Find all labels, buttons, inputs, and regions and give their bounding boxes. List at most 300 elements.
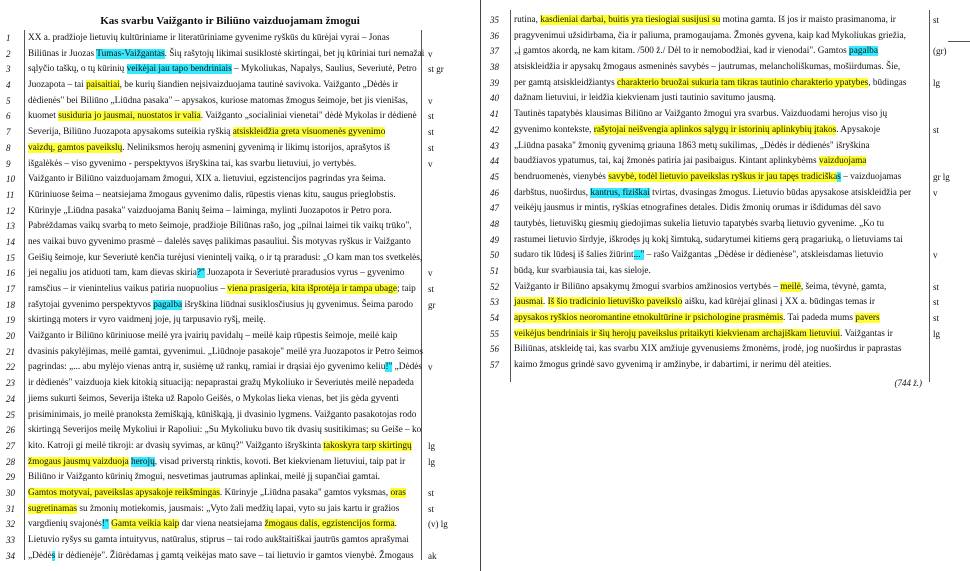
line-number: 37: [490, 46, 499, 57]
margin-mark: v: [428, 95, 433, 106]
margin-mark: lg: [428, 440, 436, 451]
text-run: Biliūno ir Vaižganto kūrinių žmogui, nesvetimas jautrumas aplinkai, meilė jį supančiai gamtai.: [28, 472, 381, 483]
line-text: [514, 311, 909, 327]
margin-mark: st: [428, 127, 435, 138]
text-run: vargdienių svajonės: [28, 519, 102, 530]
line-text: [514, 186, 912, 202]
text-line: [0, 345, 474, 361]
margin-mark: v: [933, 187, 938, 198]
right-lines: [488, 13, 970, 374]
margin-mark: v: [428, 48, 433, 59]
highlighted-text: meilė: [780, 281, 801, 292]
highlighted-text: kantrus, fiziškai: [590, 187, 650, 198]
line-text: [28, 219, 417, 235]
margin-mark: st: [933, 124, 940, 135]
text-line: [488, 248, 970, 264]
highlighted-text: rašytojai neišvengia aplinkos sąlygų ir istorinių aplinkybių įtakos: [593, 124, 837, 135]
text-run: Vaižganto ir Biliūno apsakymų žmogui svarbios amžinosios vertybės –: [514, 281, 781, 292]
text-run: tautybės, lietuviškų giesmių giedojimas sukelia lietuvio tapatybės svarbą lietuvio gyvenime. „Ko tu: [514, 218, 884, 229]
line-number: 30: [6, 487, 15, 498]
text-line: [488, 295, 970, 311]
margin-mark: gr: [428, 299, 436, 310]
margin-mark: ak: [428, 550, 437, 561]
text-line: [488, 13, 970, 29]
line-text: [28, 125, 417, 141]
line-number: 17: [6, 284, 15, 294]
text-run: motina gamta. Iš jos ir maisto prasimanoma, ir: [720, 15, 896, 25]
line-number: 38: [490, 62, 499, 73]
text-run: bendruomenės, vienybės: [514, 171, 609, 182]
text-run: darbštus, nuoširdus,: [514, 187, 591, 198]
line-number: 57: [490, 360, 499, 371]
text-run: Tautinės tapatybės klausimas Biliūno ar Vaižganto žmogui yra svarbus. Vaizduodami herojus viso jų: [514, 109, 888, 120]
text-run: Biliūnas ir Juozas: [28, 48, 97, 59]
line-text: [28, 94, 417, 110]
line-number: 27: [6, 440, 15, 451]
line-text: [28, 470, 417, 486]
highlighted-text: ?": [196, 268, 205, 279]
highlighted-text: paisaitiai: [86, 80, 120, 91]
line-number: 46: [490, 187, 499, 198]
highlighted-text: vaizduojama: [818, 156, 867, 167]
text-line: [0, 188, 474, 204]
text-run: Kūriniuose šeima – neatsiejama žmogaus gyvenimo dalis, rūpestis vienas kitu, saugus prieglobstis.: [28, 189, 396, 200]
line-text: [514, 139, 909, 155]
text-line: [0, 157, 474, 173]
line-number: 28: [6, 456, 15, 467]
text-line: [488, 342, 970, 358]
line-text: [514, 76, 909, 92]
line-number: 26: [6, 425, 15, 436]
line-number: 13: [6, 221, 15, 232]
essay-title: Kas svarbu Vaižganto ir Biliūno vaizduojamam žmogui: [100, 15, 360, 27]
text-line: [0, 125, 474, 141]
highlighted-text: žmogaus dalis, egzistencijos forma: [264, 519, 395, 530]
line-text: [514, 123, 909, 139]
text-run: su žmonių motiekomis, jausmais: „Vyto žali medžių lapai, vyto su jais kartu ir gražios: [77, 503, 400, 514]
highlighted-text: pavers: [855, 313, 880, 324]
line-number: 52: [490, 281, 499, 292]
text-run: atsiskleidžia ir apysakų žmogaus asmeninės savybės – jautrumas, melancholiškumas, mošiirdumas. Šie,: [514, 62, 901, 73]
line-text: [28, 62, 417, 78]
text-line: [0, 408, 474, 424]
text-run: tvirtas, dvasingas žmogus. Lietuvio būdas apysakose atsiskleidžia per: [649, 187, 912, 198]
text-line: [0, 172, 474, 188]
text-line: [488, 107, 970, 123]
margin-mark: gr lg: [933, 171, 950, 182]
text-run: Juozapota ir Severiutė praradusios vyrus – gyvenimo: [204, 268, 405, 279]
text-line: [0, 47, 474, 63]
margin-mark: v: [428, 362, 433, 373]
line-text: [514, 264, 909, 280]
line-number: 6: [6, 111, 11, 122]
text-run: pragyvenimui užsidirbama, čia ir paliuma, pramogaujama. Žmonės gyvena, kaip kad Mykoliukas griežia,: [514, 30, 906, 41]
text-run: sąlyčio taškų, o tų kūrinių: [28, 64, 127, 75]
line-text: [28, 282, 417, 298]
line-text: [514, 13, 909, 29]
line-text: [28, 109, 417, 125]
text-run: rutina,: [514, 15, 541, 25]
line-number: 50: [490, 250, 499, 261]
text-line: [488, 91, 970, 107]
text-run: skirtingą moters ir vyro vaidmenį joje, jų tarpusavio ryšį, meilę.: [28, 315, 266, 326]
line-text: [514, 280, 909, 296]
text-run: .: [394, 519, 397, 530]
text-run: sudaro tik lūdesį iš šalies žiūrint: [514, 250, 634, 261]
text-line: [0, 298, 474, 314]
line-text: [514, 327, 909, 343]
text-line: [0, 360, 474, 376]
text-run: kuomet: [28, 111, 59, 122]
line-text: [514, 29, 909, 45]
text-line: [488, 123, 970, 139]
text-run: . Tai padeda mums: [783, 313, 856, 324]
highlighted-text: Iš šio tradicinio lietuviško paveikslo: [547, 297, 683, 308]
text-line: [488, 264, 970, 280]
text-line: [0, 392, 474, 408]
text-run: dažnam lietuviui, ir leidžia kiekvienam justi tautinio savitumo jausmą.: [514, 93, 776, 104]
line-text: [514, 233, 909, 249]
margin-mark: (gr): [933, 46, 947, 57]
line-text: [514, 248, 909, 264]
line-number: 23: [6, 378, 15, 389]
line-text: [28, 517, 417, 533]
text-line: [488, 29, 970, 45]
text-line: [0, 204, 474, 220]
text-line: [0, 141, 474, 157]
margin-mark: lg: [933, 328, 941, 339]
line-text: [514, 60, 909, 76]
margin-mark: lg: [933, 77, 941, 88]
line-number: 18: [6, 299, 15, 310]
text-line: [488, 280, 970, 296]
line-number: 45: [490, 171, 499, 182]
line-number: 21: [6, 346, 15, 357]
text-run: . Vaižgantas ir: [840, 328, 893, 339]
line-number: 10: [6, 174, 15, 185]
text-run: . Vaižganto „socialiniai vienetai" dėdė Mykolas ir dėdienė: [200, 111, 417, 122]
text-line: [488, 76, 970, 92]
left-lines: [0, 31, 474, 564]
margin-mark: v: [428, 158, 433, 169]
line-number: 40: [490, 93, 499, 104]
line-text: [28, 266, 417, 282]
text-run: XX a. pradžioje lietuvių kultūriniame ir literatūriniame gyvenime ryškūs du kūrėjai vyrai – Jonas: [28, 33, 390, 43]
line-text: [28, 204, 417, 220]
highlighted-text: oras: [390, 487, 406, 498]
margin-mark: st: [933, 281, 940, 292]
text-run: „Dėdė: [28, 550, 52, 561]
text-run: ramsčius – ir vienintelius vaikus patiria nuopuolius –: [28, 284, 228, 294]
text-run: prisiminimais, jo meilė pranoksta žemiškąją, kūniškąją, ji dvasinio lygmens. Vaižganto pasakotojas rodo: [28, 409, 417, 420]
line-number: 43: [490, 140, 499, 151]
text-line: [0, 235, 474, 251]
text-line: [488, 60, 970, 76]
line-text: [28, 455, 417, 471]
highlighted-text: vaizdų, gamtos paveikslų: [28, 142, 123, 153]
text-line: [488, 44, 970, 60]
text-run: jei negaliu jos atiduoti tam, kam dievas skiria: [28, 268, 197, 279]
text-line: [0, 423, 474, 439]
margin-mark: st: [428, 111, 435, 122]
text-run: , šeima, tėvynė, gamta,: [800, 281, 887, 292]
text-line: [488, 233, 970, 249]
text-line: [488, 139, 970, 155]
line-number: 22: [6, 362, 15, 373]
line-number: 16: [6, 268, 15, 279]
line-text: [28, 392, 417, 408]
text-line: [0, 109, 474, 125]
line-text: [28, 47, 425, 63]
text-run: išgalėkės – viso gyvenimo - perspektyvos išryškina tai, kas svarbu lietuviui, jo vertybės.: [28, 158, 357, 169]
text-run: Kūrinyje „Liūdna pasaka" vaizduojama Banių šeima – laiminga, mylinti Juozapotos ir Petro pora.: [28, 205, 392, 216]
margin-mark: st: [933, 15, 940, 25]
line-text: [514, 170, 909, 186]
highlighted-text: Gamtos motyvai, paveikslas apysakoje reikšmingas: [28, 487, 220, 498]
line-text: [28, 78, 417, 94]
line-number: 15: [6, 252, 15, 263]
line-number: 29: [6, 472, 15, 483]
line-text: [514, 44, 909, 60]
margin-mark: v: [933, 250, 938, 261]
line-number: 55: [490, 328, 499, 339]
line-text: [28, 345, 423, 361]
text-run: pagrindas: „... abu mylėjo vienas antrą ir, susiėmę už rankų, ramiai ir drąsiai ėjo gyvenimo keliu: [28, 362, 386, 373]
highlighted-text: s: [51, 550, 56, 561]
text-line: [488, 170, 970, 186]
line-number: 12: [6, 205, 15, 216]
text-run: Lietuvio ryšys su gamta intuityvus, natūralus, stiprus – tai rodo aukštaitiškai jautrūs gamtos aprašymai: [28, 535, 409, 545]
highlighted-text: jausmai: [514, 297, 543, 308]
line-text: [514, 295, 909, 311]
highlighted-text: !": [101, 519, 109, 530]
line-text: [28, 313, 417, 329]
line-text: [514, 358, 909, 374]
margin-mark: st: [428, 487, 435, 498]
line-text: [514, 342, 909, 358]
highlighted-text: kasdieniai darbai, buitis yra tiesiogiai susijusi su: [540, 15, 721, 25]
line-number: 44: [490, 156, 499, 167]
line-text: [28, 408, 417, 424]
highlighted-text: žmogaus jausmų vaizduoja: [28, 456, 129, 467]
text-run: .: [542, 297, 548, 308]
text-line: [0, 502, 474, 518]
line-number: 34: [6, 550, 15, 561]
text-run: „Dėdės: [392, 362, 423, 373]
text-line: [0, 78, 474, 94]
line-text: [28, 235, 417, 251]
text-run: , be kurių šiandien neįsivaizduojama tautinė savivoka. Vaižganto „Dėdės ir: [119, 80, 399, 91]
line-text: [28, 360, 423, 376]
line-number: 14: [6, 236, 15, 247]
text-line: [488, 358, 970, 374]
line-text: [28, 31, 417, 47]
text-run: Vaižganto ir Biliūno vaizduojamam žmogui, XIX a. lietuviui, egzistencijos pagrindas yra šeima.: [28, 174, 386, 185]
text-run: – vaizduojamas: [840, 171, 902, 182]
text-run: rastumei lietuvio širdyje, iškrodęs jų kokį šimtuką, sudarytumei kitiems gerą pragariuką, o lietuviams tai: [514, 234, 903, 245]
text-line: [488, 217, 970, 233]
margin-mark: lg: [428, 456, 436, 467]
text-line: [0, 266, 474, 282]
highlighted-text: susiduria jo jausmai, nuostatos ir valia: [58, 111, 201, 122]
line-number: 48: [490, 218, 499, 229]
text-line: [0, 517, 474, 533]
text-run: , būdingas: [868, 77, 907, 88]
highlighted-text: pagalba: [849, 46, 878, 57]
text-run: dar viena neatsiejama: [179, 519, 265, 530]
text-run: išryškina liūdnai susiklosčiusius jų gyvenimus. Šeima parodo: [182, 299, 414, 310]
highlighted-text: savybė, todėl lietuvio paveikslas ryškus ir jau tapęs tradiciška: [608, 171, 838, 182]
text-line: [0, 94, 474, 110]
text-run: „Liūdna pasaka" žmonių gyvenimą griauna 1863 metų sukilimas, „Dėdės ir dėdienės" išryškina: [514, 140, 870, 151]
line-text: [28, 298, 417, 314]
line-number: 39: [490, 77, 499, 88]
text-line: [0, 486, 474, 502]
text-line: [488, 311, 970, 327]
text-line: [0, 251, 474, 267]
margin-mark: st: [933, 297, 940, 308]
text-run: Geišių šeimoje, kur Severiutė kenčia turėjusi vienintelį vaiką, o ir tą praradusi: „O kam man tos svetkelės,: [28, 252, 423, 263]
text-run: . Apysakoje: [836, 124, 881, 135]
line-text: [514, 201, 909, 217]
text-run: skirtingą Severijos meilę Mykoliui ir Rapoliui: „Su Mykoliuku buvo tik dvasių susitikimas; su Geiše – ko: [28, 425, 422, 436]
highlighted-text: veikėjai jau tapo bendriniais: [126, 64, 232, 75]
left-page: [0, 0, 474, 571]
line-number: 41: [490, 109, 499, 120]
text-run: Severija, Biliūno Juozapota apysakoms suteikia ryškią: [28, 127, 233, 138]
line-text: [28, 486, 417, 502]
text-run: rašytojai gyvenimo perspektyvos: [28, 299, 154, 310]
text-line: [488, 154, 970, 170]
line-number: 51: [490, 266, 499, 276]
margin-mark: st gr: [428, 64, 444, 75]
text-line: [488, 186, 970, 202]
text-line: [0, 376, 474, 392]
line-text: [28, 329, 417, 345]
text-run: dėdienės" bei Biliūno „Liūdna pasaka" – apysakos, kuriose matomas žmogus šeimoje, bet jis vienišas,: [28, 95, 408, 106]
line-number: 4: [6, 80, 11, 91]
text-line: [0, 549, 474, 565]
highlighted-text: atsiskleidžia greta visuomenės gyvenimo: [232, 127, 386, 138]
text-run: aišku, kad kūrėjai glinasi į XX a. būdingas temas ir: [682, 297, 875, 308]
line-number: 7: [6, 127, 11, 138]
text-line: [0, 31, 474, 47]
line-number: 53: [490, 297, 499, 308]
line-text: [28, 549, 417, 565]
line-number: 5: [6, 95, 11, 106]
line-number: 42: [490, 124, 499, 135]
text-run: Biliūnas, atskleidę tai, kas svarbu XIX amžiuje gyvenusiems žmonėms, įrodė, jog nuoširdus ir paprastas: [514, 344, 902, 355]
line-text: [514, 154, 909, 170]
highlighted-text: s: [837, 171, 841, 182]
line-text: [28, 157, 417, 173]
text-run: gyvenimo kontekste,: [514, 124, 594, 135]
text-run: Juozapota – tai: [28, 80, 87, 91]
text-run: baudžiavos ypatumus, tai, kaį žmonės patiria jai pasibaigus. Kintant aplinkybėms: [514, 156, 819, 167]
text-run: – Mykoliukas, Napalys, Saulius, Severiutė, Petro: [231, 64, 417, 75]
line-number: 25: [6, 409, 15, 420]
highlighted-text: Gamta veikia kaip: [111, 519, 180, 530]
line-number: 35: [490, 15, 499, 25]
margin-mark: (v) lg: [428, 519, 448, 530]
text-run: nes vaikai buvo gyvenimo prasmė – dalelės savęs palikimas pasauliui. Šis motyvas ryškus ir Vaižganto: [28, 236, 411, 247]
line-text: [28, 533, 417, 549]
line-text: [28, 188, 417, 204]
text-line: [0, 329, 474, 345]
highlighted-text: charakterio bruožai sukuria tam tikras tautinio charakterio ypatybes: [617, 77, 869, 88]
text-run: ; taip: [396, 284, 416, 294]
text-run: . Kūrinyje „Liūdna pasaka" gamtos vyksmas,: [219, 487, 391, 498]
text-run: per gamtą atsiskleidžiantys: [514, 77, 618, 88]
line-number: 11: [6, 189, 15, 200]
text-line: [0, 455, 474, 471]
text-line: [0, 470, 474, 486]
line-number: 49: [490, 234, 499, 245]
line-text: [514, 91, 909, 107]
text-run: . Šių rašytojų likimai susiklostė skirtingai, bet jų kūriniai turi nemažai: [164, 48, 425, 59]
text-run: būdą, kur svarbiausia tai, kas sieloje.: [514, 266, 651, 276]
line-number: 33: [6, 535, 15, 545]
text-run: ir dėdienėje". Žiūrėdamas į gamtą veikėjas mato save – tai lietuvio ir gamtos vienybė. Žmogaus: [55, 550, 414, 561]
line-number: 47: [490, 203, 499, 214]
text-run: Vaižganto ir Biliūno kūriniuose meilė yra įvairių pavidalų – meilė kaip rūpestis šeimoje, meilė kaip: [28, 331, 398, 342]
line-number: 3: [6, 64, 11, 75]
line-text: [28, 172, 417, 188]
line-text: [28, 423, 422, 439]
highlighted-text: Tumas-Vaižgantas: [96, 48, 165, 59]
page-divider: [480, 0, 481, 571]
line-number: 31: [6, 503, 15, 514]
text-run: Pabrėždamas vaikų svarbą to meto šeimoje, pradžioje Biliūnas rašo, jog „pilnai laimei tik vaikų trūko",: [28, 221, 412, 232]
line-text: [28, 251, 423, 267]
margin-mark: v: [428, 268, 433, 279]
line-number: 24: [6, 393, 15, 404]
highlighted-text: takoskyra tarp skirtingų: [323, 440, 412, 451]
line-number: 20: [6, 331, 15, 342]
text-run: . Neliniksmos herojų asmeninį gyvenimą ir likimų istorijos, aprašytos iš: [122, 142, 391, 153]
text-line: [0, 219, 474, 235]
text-run: kito. Katroji gi meilė tikroji: ar dvasių syvimas, ar kūnų?" Vaižganto išryškinta: [28, 440, 324, 451]
right-page: [488, 0, 970, 571]
line-number: 2: [6, 48, 11, 59]
margin-mark: st: [428, 503, 435, 514]
line-text: [28, 376, 417, 392]
text-run: ir dėdienės" vaizduoja kiek kitokią situaciją: nepaprastai gražų Mykoliuko ir Severiutės meilė nepadeda: [28, 378, 414, 389]
text-run: „į gamtos akordą, ne kam kitam. /500 ž./ Dėl to ir nemobodžiai, kad ir vienodai". Gamtos: [514, 46, 850, 57]
highlighted-text: pagalba: [153, 299, 183, 310]
line-number: 56: [490, 344, 499, 355]
text-line: [0, 313, 474, 329]
highlighted-text: viena prasigeria, kita išprotėja ir tampa ubage: [227, 284, 397, 294]
line-number: 19: [6, 315, 15, 326]
text-line: [0, 62, 474, 78]
text-line: [488, 201, 970, 217]
text-line: [0, 282, 474, 298]
text-line: [488, 327, 970, 343]
line-text: [28, 439, 417, 455]
text-run: – rašo Vaižgantas „Dėdėse ir dėdienėse", atskleisdamas lietuvio: [644, 250, 884, 261]
margin-mark: st: [933, 313, 940, 324]
highlighted-text: veikėjus bendriniais ir šių herojų paveikslus pritaikyti kiekvienam archajiškam lietuviui: [514, 328, 841, 339]
word-count: (744 ž.): [894, 378, 922, 388]
line-number: 36: [490, 30, 499, 41]
line-text: [514, 107, 909, 123]
text-run: veikėjų jausmus ir mintis, ryškias etnografines detales. Didis žmonių orumas ir išdidumas dėl savo: [514, 203, 881, 214]
highlighted-text: herojų: [131, 456, 155, 467]
highlighted-text: sugretinamas: [28, 503, 78, 514]
highlighted-text: apysakos ryškios neoromantine etnokultūrine ir psichologine prasmėmis: [514, 313, 784, 324]
line-number: 54: [490, 313, 499, 324]
